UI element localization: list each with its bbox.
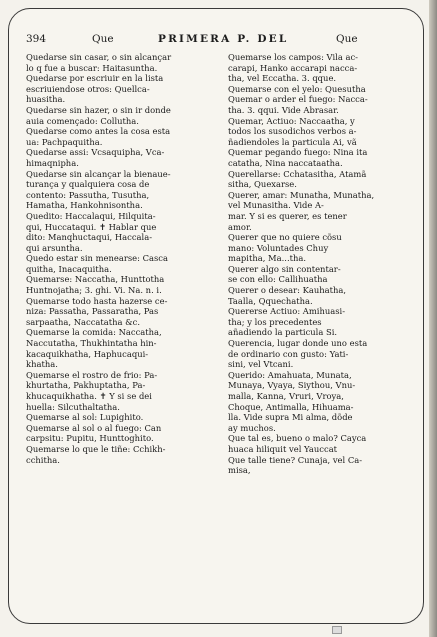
entry-line: Quemarse los campos: Vila ac- <box>228 52 358 62</box>
right-column <box>228 52 412 476</box>
entry-line: Que talle tiene? Cunaja, vel Ca- <box>228 454 363 465</box>
entry-line: khucaquikhatha. ✝ Y si se dei <box>26 391 152 401</box>
dictionary-entry <box>228 338 412 370</box>
scan-mark <box>332 626 342 634</box>
entry-line: Quemar pegando fuego: Nina ita <box>228 147 368 158</box>
dictionary-entry <box>228 169 412 190</box>
dictionary-entry <box>26 169 206 211</box>
entry-line: Quedo estar sin menearse: Casca <box>26 253 168 264</box>
dictionary-entry <box>228 116 412 148</box>
entry-line: himaqnipha. <box>26 157 79 168</box>
entry-line: Quemarse al sol: Lupighito. <box>26 412 144 423</box>
entry-line: Que tal es, bueno o malo? Cayca <box>228 433 367 444</box>
entry-line: ay muchos. <box>228 422 276 433</box>
entry-line: sitha, Quexarse. <box>228 179 297 190</box>
left-column <box>26 52 206 465</box>
entry-line: sini, vel Vtcani. <box>228 359 294 370</box>
entry-line: Choque, Antimalla, Hihuama- <box>228 401 354 412</box>
entry-line: kacaquikhatha, Haphucaqui- <box>26 348 149 359</box>
entry-line: Munaya, Vyaya, Siythou, Vnu- <box>228 380 356 391</box>
page-title: PRIMERA P. DEL <box>158 33 289 45</box>
entry-line: huaca hiliquit vel Yauccat <box>228 443 338 454</box>
catchword-left: Que <box>92 33 114 45</box>
entry-line: cchitha. <box>26 454 60 465</box>
dictionary-entry <box>228 94 412 115</box>
entry-line: Quemarse el rostro de frio: Pa- <box>26 369 158 380</box>
entry-line: ua: Pachpaquitha. <box>26 136 103 147</box>
entry-line: misa, <box>228 465 251 476</box>
entry-line: mano: Voluntades Chuy <box>228 242 329 253</box>
entry-line: se con ello: Callihuatha <box>228 274 328 285</box>
entry-line: Naccutatha, Thukhintatha hin- <box>26 338 157 349</box>
entry-line: mapitha, Ma...tha. <box>228 253 307 264</box>
dictionary-entry <box>228 285 412 306</box>
entry-line: Quedarse assi: Vcsaquipha, Vca- <box>26 147 165 158</box>
dictionary-entry <box>228 370 412 434</box>
entry-line: Quemarse la comida: Naccatha, <box>26 327 162 338</box>
entry-line: dito: Manqhuctaqui, Haccala- <box>26 232 153 243</box>
dictionary-entry <box>26 412 206 423</box>
entry-line: Quemar, Actiuo: Naccaatha, y <box>228 115 355 126</box>
entry-line: huasitha. <box>26 94 66 105</box>
entry-line: añadiendo la particula Si. <box>228 327 338 338</box>
entry-line: Quedito: Haccalaqui, Hilquita- <box>26 210 156 221</box>
entry-line: Quemarse al sol o al fuego: Can <box>26 422 162 433</box>
entry-line: Hamatha, Hankohnisontha. <box>26 200 143 211</box>
dictionary-entry <box>26 126 206 147</box>
entry-line: auia començado: Collutha. <box>26 115 139 126</box>
dictionary-entry <box>26 444 206 465</box>
entry-line: quitha, Inacaquitha. <box>26 263 112 274</box>
dictionary-entry <box>228 264 412 285</box>
entry-line: catatha, Nina naccataatha. <box>228 157 343 168</box>
entry-line: contento: Passutha, Tusutha, <box>26 189 150 200</box>
dictionary-entry <box>228 455 412 476</box>
entry-line: ñadiendoles la particula Ai, vã <box>228 136 357 147</box>
entry-line: Querer o desear: Kauhatha, <box>228 285 347 296</box>
entry-line: Quemarse todo hasta hazerse ce- <box>26 295 168 306</box>
entry-line: carpsitu: Pupitu, Hunttoghito. <box>26 433 154 444</box>
dictionary-entry <box>26 52 206 73</box>
dictionary-entry <box>26 211 206 253</box>
entry-line: Querer algo sin contentar- <box>228 263 341 274</box>
entry-line: Quedarse sin alcançar la bienaue- <box>26 168 171 179</box>
dictionary-entry <box>26 423 206 444</box>
entry-line: carapi, Hanko accarapi nacca- <box>228 62 358 73</box>
dictionary-entry <box>26 296 206 328</box>
dictionary-entry <box>228 232 412 264</box>
entry-line: amor. <box>228 221 252 232</box>
entry-line: escriuiendose otros: Quellca- <box>26 83 150 94</box>
entry-line: niza: Passatha, Passaratha, Pas <box>26 306 159 317</box>
entry-line: Querencia, lugar donde uno esta <box>228 338 368 349</box>
dictionary-entry <box>26 274 206 295</box>
entry-line: qui, Huccataqui. ✝ Hablar que <box>26 221 157 232</box>
entry-line: Quedarse por escriuir en la lista <box>26 73 164 84</box>
entry-line: Quemarse: Naccatha, Hunttotha <box>26 274 165 285</box>
entry-line: Quemarse con el yelo: Quesutha <box>228 83 366 94</box>
entry-line: Querer que no quiere cõsu <box>228 232 342 243</box>
entry-line: Quemar o arder el fuego: Nacca- <box>228 94 368 105</box>
entry-line: tha, vel Eccatha. 3. qque. <box>228 73 337 84</box>
dictionary-entry <box>228 147 412 168</box>
dictionary-entry <box>228 306 412 338</box>
dictionary-entry <box>228 52 412 84</box>
dictionary-entry <box>26 147 206 168</box>
entry-line: Quedarse sin hazer, o sin ir donde <box>26 104 171 115</box>
entry-line: lla. Vide supra Mi alma, dõde <box>228 412 353 423</box>
entry-line: vel Munasitha. Vide A- <box>228 200 324 211</box>
dictionary-entry <box>26 327 206 369</box>
entry-line: Taalla, Qquechatha. <box>228 295 313 306</box>
entry-line: qui arsuntha. <box>26 242 83 253</box>
dictionary-entry <box>26 105 206 126</box>
entry-line: todos los susodichos verbos a- <box>228 126 357 137</box>
entry-line: mar. Y si es querer, es tener <box>228 210 347 221</box>
entry-line: malla, Kanna, Vruri, Vroya, <box>228 391 344 401</box>
entry-line: de ordinario con gusto: Yati- <box>228 348 349 359</box>
entry-line: tha; y los precedentes <box>228 316 322 327</box>
entry-line: Huntnojatha; 3. ghi. Vi. Na. n. i. <box>26 285 162 296</box>
entry-line: Querellarse: Cchatasitha, Atamã <box>228 168 367 179</box>
page-number: 394 <box>26 33 47 45</box>
entry-line: Querer, amar: Munatha, Munatha, <box>228 189 375 200</box>
entry-line: sarpaatha, Naccatatha &c. <box>26 316 140 327</box>
page-edge-shadow <box>429 0 437 637</box>
entry-line: Quedarse como antes la cosa esta <box>26 126 171 137</box>
entry-line: tha. 3. qqui. Vide Abrasar. <box>228 104 339 115</box>
running-header <box>26 33 406 49</box>
dictionary-entry <box>228 84 412 95</box>
entry-line: huella: Silcuthaltatha. <box>26 401 120 412</box>
entry-line: Quemarse lo que le tiñe: Cchikh- <box>26 443 166 454</box>
entry-line: Quedarse sin casar, o sin alcançar <box>26 52 172 62</box>
entry-line: Quererse Actiuo: Amihuasi- <box>228 306 346 317</box>
dictionary-entry <box>228 433 412 454</box>
dictionary-entry <box>26 370 206 412</box>
entry-line: khatha. <box>26 359 58 370</box>
entry-line: khurtatha, Pakhuptatha, Pa- <box>26 380 146 391</box>
dictionary-entry <box>228 190 412 232</box>
dictionary-entry <box>26 73 206 105</box>
entry-line: Querido: Amahuata, Munata, <box>228 369 352 380</box>
catchword-right: Que <box>336 33 358 45</box>
entry-line: turança y qualquiera cosa de <box>26 179 150 190</box>
dictionary-entry <box>26 253 206 274</box>
entry-line: lo q fue a buscar: Haitasuntha. <box>26 62 158 73</box>
